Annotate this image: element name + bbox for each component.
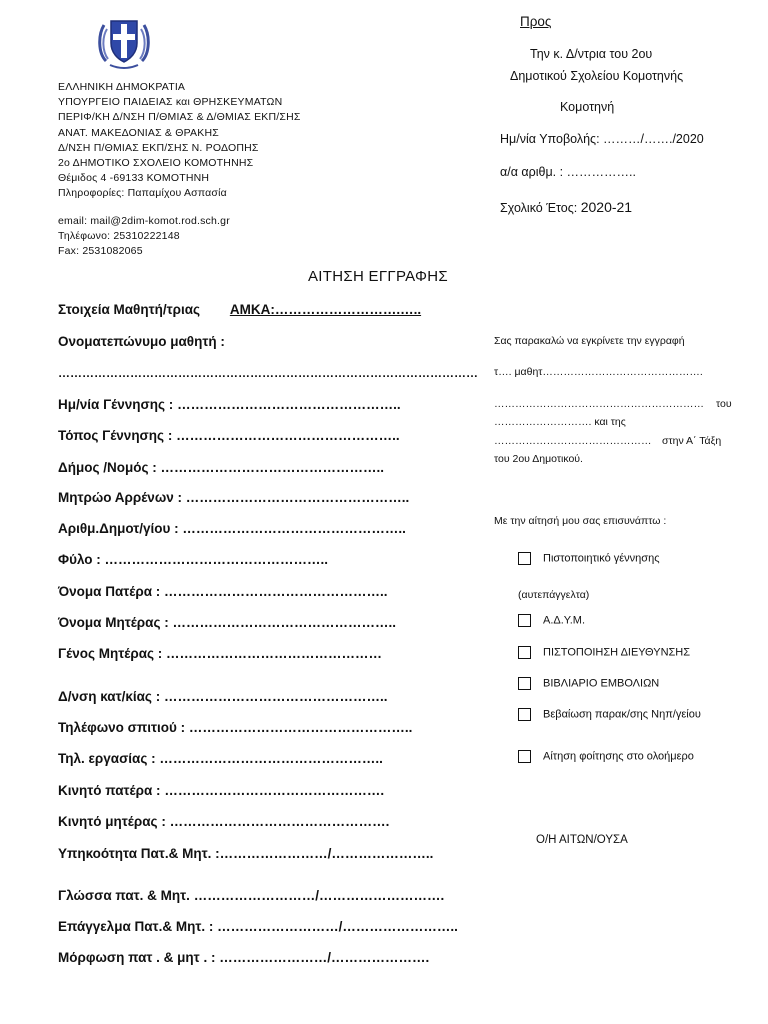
field-municipal-number[interactable] — [58, 521, 406, 536]
field-birth-date[interactable] — [58, 397, 401, 412]
field-label: Κινητό πατέρα : — [58, 783, 161, 798]
field-label: Δ/νση κατ/κίας : — [58, 689, 161, 704]
field-value: ……………………/…………………. — [219, 950, 430, 965]
field-mother-mobile[interactable] — [58, 814, 389, 829]
field-mother-name[interactable] — [58, 615, 396, 630]
field-label: Μόρφωση πατ . & μητ . : — [58, 950, 216, 965]
field-value: ………………………/…………………….. — [217, 919, 458, 934]
field-mother-maiden[interactable] — [58, 646, 382, 661]
attachment-label: Αίτηση φοίτησης στο ολοήμερο — [543, 750, 694, 763]
field-language[interactable] — [58, 888, 444, 903]
field-value: …………………………………………………………………………………………… — [58, 366, 478, 380]
field-value: ………………………………………….. — [176, 428, 400, 443]
field-value: ………………………………………….. — [104, 552, 329, 567]
field-label: Γλώσσα πατ. & Μητ. — [58, 888, 190, 903]
checkbox[interactable] — [518, 750, 531, 763]
attachment-label: Πιστοποιητικό γέννησης — [543, 552, 660, 565]
attachments-intro: Με την αίτησή μου σας επισυνάπτω : — [494, 515, 667, 527]
request-line1: Σας παρακαλώ να εγκρίνετε την εγγραφή — [494, 335, 685, 347]
attachment-address-certificate[interactable] — [518, 646, 690, 659]
field-value: …………………………………………. — [169, 814, 390, 829]
header-email: email: mail@2dim-komot.rod.sch.gr — [58, 214, 230, 227]
header-line: Θέμιδος 4 -69133 ΚΟΜΟΤΗΝΗ — [58, 172, 210, 185]
attachment-label: ΠΙΣΤΟΠΟΙΗΣΗ ΔΙΕΥΘΥΝΣΗΣ — [543, 646, 691, 659]
field-label: Τόπος Γέννησης : — [58, 428, 173, 443]
field-value: ………………………………………….. — [160, 460, 385, 475]
attachment-label: Βεβαίωση παρακ/σης Νηπ/γείου — [543, 708, 701, 721]
header-phone: Τηλέφωνο: 25310222148 — [58, 229, 180, 242]
field-value: ………………………/………………………. — [193, 888, 445, 903]
field-father-name[interactable] — [58, 584, 388, 599]
field-label: Επάγγελμα Πατ.& Μητ. : — [58, 919, 214, 934]
field-address[interactable] — [58, 689, 387, 704]
field-father-mobile[interactable] — [58, 783, 384, 798]
field-value: ………………………………………….. — [163, 689, 388, 704]
field-gender[interactable] — [58, 552, 328, 567]
field-label: Υπηκοότητα Πατ.& Μητ. : — [58, 846, 220, 861]
checkbox[interactable] — [518, 552, 531, 565]
field-profession[interactable] — [58, 919, 458, 934]
checkbox[interactable] — [518, 677, 531, 690]
request-line5-suffix: στην Α΄ Τάξη — [662, 435, 722, 447]
field-education[interactable] — [58, 950, 429, 965]
submission-date: Ημ/νία Υποβολής: ………/……./2020 — [500, 132, 704, 146]
attachment-all-day-request[interactable] — [518, 750, 694, 763]
field-work-phone[interactable] — [58, 751, 383, 766]
form-title: ΑΙΤΗΣΗ ΕΓΓΡΑΦΗΣ — [308, 268, 449, 285]
field-label: Ονοματεπώνυμο μαθητή : — [58, 334, 225, 349]
attachment-label: Α.Δ.Υ.Μ. — [543, 614, 586, 627]
field-label: Φύλο : — [58, 552, 101, 567]
amka-field[interactable]: ΑΜΚΑ:……………………….….. — [229, 302, 422, 317]
field-label: Ημ/νία Γέννησης : — [58, 397, 174, 412]
signature-label: Ο/Η ΑΙΤΩΝ/ΟΥΣΑ — [536, 834, 628, 846]
aa-number: α/α αριθμ. : …………….. — [500, 165, 637, 179]
header-line: ΕΛΛΗΝΙΚΗ ΔΗΜΟΚΡΑΤΙΑ — [58, 81, 186, 93]
request-line6: του 2ου Δημοτικού. — [494, 453, 583, 465]
field-value: ………………………………………….. — [177, 397, 401, 412]
field-label: Δήμος /Νομός : — [58, 460, 157, 475]
recipient-line2: Δημοτικού Σχολείου Κομοτηνής — [510, 69, 684, 83]
request-line3[interactable]: …………………………………………………… — [494, 398, 704, 410]
attachment-vaccination-booklet[interactable] — [518, 677, 659, 690]
field-label: Γένος Μητέρας : — [58, 646, 163, 661]
school-year-label: Σχολικό Έτος: — [500, 201, 578, 215]
field-label: Αριθμ.Δημοτ/γίου : — [58, 521, 179, 536]
student-section-label: Στοιχεία Μαθητή/τριας — [58, 302, 201, 317]
request-line5[interactable]: ……………………………………… — [494, 435, 652, 447]
header-line: Πληροφορίες: Παπαμίχου Ασπασία — [58, 187, 227, 200]
header-line: ΑΝΑΤ. ΜΑΚΕΔΟΝΙΑΣ & ΘΡΑΚΗΣ — [58, 126, 219, 139]
field-label: Όνομα Πατέρα : — [58, 584, 161, 599]
school-year — [500, 199, 632, 215]
checkbox[interactable] — [518, 646, 531, 659]
recipient-pros: Προς — [520, 14, 552, 29]
field-home-phone[interactable] — [58, 720, 412, 735]
attachment-label: ΒΙΒΛΙΑΡΙΟ ΕΜΒΟΛΙΩΝ — [543, 677, 660, 690]
header-fax: Fax: 2531082065 — [58, 245, 143, 258]
header-line: Δ/ΝΣΗ Π/ΘΜΙΑΣ ΕΚΠ/ΣΗΣ Ν. ΡΟΔΟΠΗΣ — [58, 141, 259, 154]
field-nationality[interactable] — [58, 846, 433, 861]
field-value: ………………………………………….. — [182, 521, 406, 536]
field-male-registry[interactable] — [58, 490, 409, 505]
field-label: Τηλέφωνο σπιτιού : — [58, 720, 186, 735]
checkbox[interactable] — [518, 708, 531, 721]
greek-coat-of-arms-icon — [96, 13, 152, 71]
field-value: …………………………………………. — [164, 783, 385, 798]
attachment-note: (αυτεπάγγελτα) — [518, 589, 590, 601]
field-label: Κινητό μητέρας : — [58, 814, 166, 829]
header-line: 2ο ΔΗΜΟΤΙΚΟ ΣΧΟΛΕΙΟ ΚΟΜΟΤΗΝΗΣ — [58, 157, 254, 170]
attachment-adym[interactable] — [518, 614, 585, 627]
field-value: ………………………………………… — [166, 646, 383, 661]
field-value: ………………………………………….. — [172, 615, 397, 630]
field-value: ………………………………………….. — [185, 490, 410, 505]
recipient-city: Κομοτηνή — [560, 100, 615, 114]
field-value: ………………………………………….. — [164, 584, 388, 599]
field-label: Τηλ. εργασίας : — [58, 751, 156, 766]
checkbox[interactable] — [518, 614, 531, 627]
field-full-name[interactable] — [58, 334, 225, 349]
field-value: ………………………………………….. — [188, 720, 413, 735]
request-line4[interactable]: ………………………. και της — [494, 416, 626, 428]
field-value: ………………………………………….. — [159, 751, 383, 766]
school-year-value: 2020-21 — [580, 199, 633, 215]
request-line2[interactable]: τ…. μαθητ………………………………………. — [494, 366, 703, 378]
field-municipality[interactable] — [58, 460, 384, 475]
field-label: Μητρώο Αρρένων : — [58, 490, 182, 505]
recipient-line1: Την κ. Δ/ντρια του 2ου — [530, 47, 653, 61]
header-line: ΠΕΡΙΦ/ΚΗ Δ/ΝΣΗ Π/ΘΜΙΑΣ & Δ/ΘΜΙΑΣ ΕΚΠ/ΣΗΣ — [58, 111, 301, 124]
student-section-heading — [58, 302, 421, 317]
attachment-kindergarten-certificate[interactable] — [518, 708, 701, 721]
field-label: Όνομα Μητέρας : — [58, 615, 169, 630]
request-line3-suffix: του — [716, 398, 732, 410]
field-value: ……………………/………………….. — [219, 846, 434, 861]
school-header — [58, 80, 301, 259]
attachment-birth-certificate[interactable] — [518, 552, 660, 565]
field-birth-place[interactable] — [58, 428, 400, 443]
header-line: ΥΠΟΥΡΓΕΙΟ ΠΑΙΔΕΙΑΣ και ΘΡΗΣΚΕΥΜΑΤΩΝ — [58, 96, 283, 109]
field-full-name-line[interactable] — [58, 366, 478, 380]
